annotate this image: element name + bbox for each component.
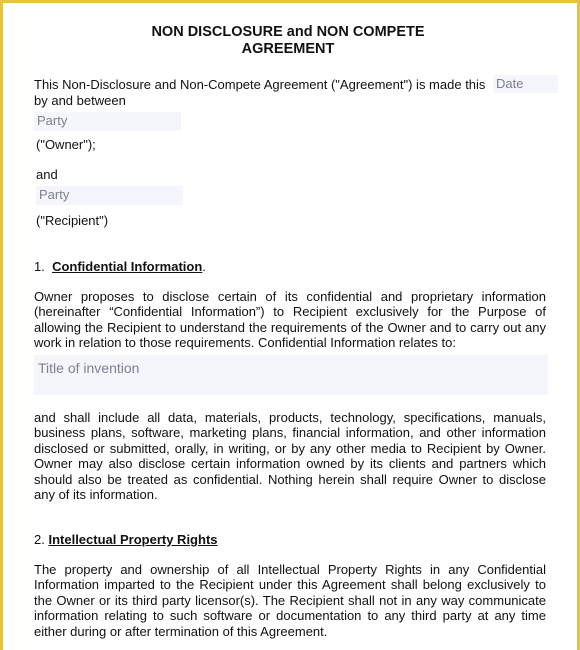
document-title [3, 24, 573, 58]
section-1-title: Confidential Information [52, 259, 203, 274]
invention-title-field[interactable]: Title of invention [34, 355, 548, 395]
recipient-label: ("Recipient") [36, 213, 109, 228]
section-2-title: Intellectual Property Rights [48, 532, 218, 547]
by-and-between-text: by and between [34, 93, 126, 108]
intro-text: This Non-Disclosure and Non-Compete Agreement ("Agreement") is made this [34, 77, 486, 92]
section-2-paragraph-1: The property and ownership of all Intellectual Property Rights in any Confidential Information imparted to the Recipient under this Agreement shall belong exclusively to the Owner or its third party licensor(s). The Recipient shall not in any way communicate information relating to such software or documentation to any third party at any time either during or after termination of this Agreement. [34, 562, 546, 639]
document-page [3, 3, 577, 650]
section-1-heading [34, 259, 206, 274]
date-field[interactable]: Date [493, 75, 558, 93]
section-1-paragraph-2: and shall include all data, materials, products, technology, specifications, manuals, business plans, software, marketing plans, financial information, and other information disclosed or submitted, orally, in writing, or by any other media to Recipient by Owner. Owner may also disclose certain information owned by its clients and partners which should also be treated as confidential. Nothing herein shall require Owner to disclose any of its information. [34, 410, 546, 503]
owner-label: ("Owner"); [36, 137, 96, 152]
owner-party-field[interactable]: Party [34, 112, 181, 131]
section-1-number: 1. [34, 259, 45, 274]
section-2-heading [34, 532, 218, 547]
section-1-paragraph-1: Owner proposes to disclose certain of its confidential and proprietary information (hereinafter “Confidential Information”) to Recipient exclusively for the Purpose of allowing the Recipient to understand the requirements of the Owner and to carry out any work in relation to those requirements. Confidential Information relates to: [34, 289, 546, 351]
section-1-title-suffix: . [202, 259, 206, 274]
section-2-number: 2. [34, 532, 45, 547]
title-line-1: NON DISCLOSURE and NON COMPETE [151, 24, 425, 40]
title-line-2: AGREEMENT [241, 41, 335, 57]
and-text: and [36, 167, 58, 182]
recipient-party-field[interactable]: Party [36, 186, 183, 205]
